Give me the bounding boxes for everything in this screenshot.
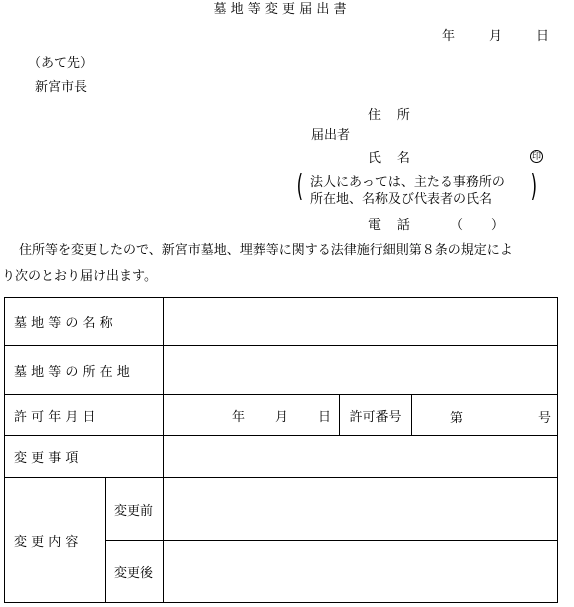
seal-icon: 印 [531,152,541,162]
right-paren-icon: ) [530,169,538,204]
after-change-input[interactable] [164,541,558,603]
date-day-label: 日 [536,29,550,44]
corporation-note [296,169,538,208]
permit-year-label: 年 [231,409,245,425]
phone-field[interactable] [450,219,504,232]
permit-number-input[interactable] [412,395,558,436]
permit-month-label: 月 [274,409,288,425]
body-text-line-2: り次のとおり届け出ます。 [2,269,157,284]
permit-date-input[interactable] [164,395,340,436]
table-row [5,395,558,436]
date-year-label: 年 [442,29,456,44]
phone-close-paren: ） [491,218,505,233]
table-row [5,478,558,541]
before-change-input[interactable] [164,478,558,541]
cemetery-location-label: 墓 地 等 の 所 在 地 [5,346,164,395]
left-paren-icon: ( [296,169,304,204]
permit-date-label: 許 可 年 月 日 [5,395,164,436]
permit-number-prefix: 第 [450,411,464,426]
name-label: 氏 名 [368,151,416,166]
before-change-label: 変更前 [106,478,164,541]
submission-date [442,30,549,43]
body-text-line-1: 住所等を変更したので、新宮市墓地、埋葬等に関する法律施行細則第８条の規定によ [19,243,513,258]
date-month-label: 月 [489,29,503,44]
change-content-label: 変 更 内 容 [5,478,106,603]
cemetery-location-input[interactable] [164,346,558,395]
cemetery-name-label: 墓 地 等 の 名 称 [5,298,164,346]
address-label: 住 所 [368,108,416,123]
cemetery-name-input[interactable] [164,298,558,346]
after-change-label: 変更後 [106,541,164,603]
permit-number-label: 許可番号 [340,395,412,436]
change-item-input[interactable] [164,436,558,478]
recipient-prefix: （あて先） [28,56,94,71]
table-row [5,346,558,395]
applicant-label: 届出者 [311,128,351,143]
permit-day-label: 日 [318,409,332,425]
document-title: 墓 地 等 変 更 届 出 書 [213,2,347,17]
recipient-name: 新宮市長 [35,80,88,95]
note-line-1: 法人にあっては、主たる事務所の [310,175,505,190]
phone-open-paren: （ [450,218,464,233]
note-line-2: 所在地、名称及び代表者の氏名 [310,192,493,207]
change-item-label: 変 更 事 項 [5,436,164,478]
table-row [5,298,558,346]
phone-label: 電 話 [368,218,416,233]
permit-number-suffix: 号 [538,411,552,426]
change-form-table [4,297,558,603]
table-row [5,436,558,478]
